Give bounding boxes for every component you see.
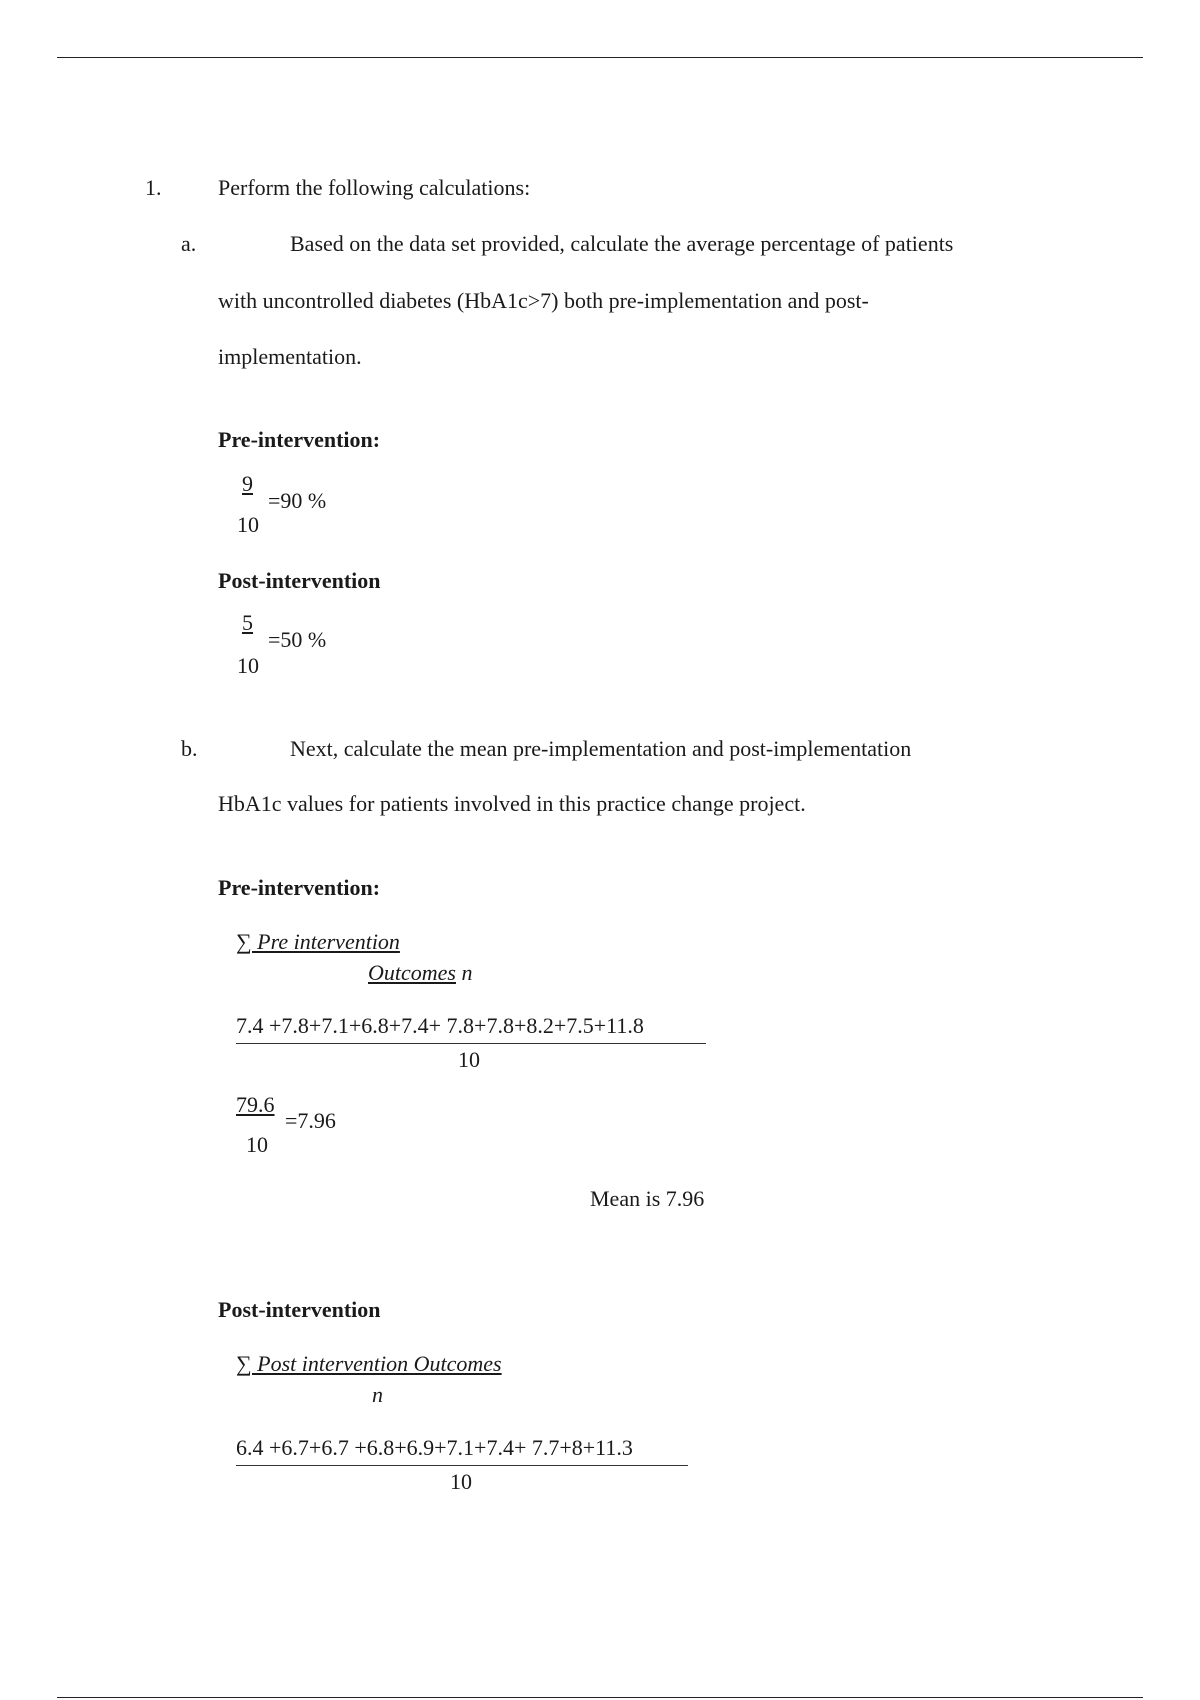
part-a-pre-result: =90 % <box>268 488 327 513</box>
part-b-post-fraction-line <box>236 1465 688 1466</box>
part-b-pre-sum-numerator: 7.4 +7.8+7.1+6.8+7.4+ 7.8+7.8+8.2+7.5+11.8 <box>236 1013 644 1038</box>
part-b-pre-formula-bottom <box>368 960 472 986</box>
part-a-post-denominator: 10 <box>237 653 259 678</box>
item-number: 1. <box>145 175 162 200</box>
part-a-post-heading: Post-intervention <box>218 568 381 593</box>
part-b-pre-total-result: =7.96 <box>285 1108 336 1133</box>
part-b-line-2: HbA1c values for patients involved in this practice change project. <box>218 791 806 816</box>
part-a-post-numerator: 5 <box>242 610 253 635</box>
part-b-pre-total-numerator: 79.6 <box>236 1092 275 1117</box>
part-b-pre-formula-n: n <box>455 960 473 985</box>
part-a-pre-heading: Pre-intervention: <box>218 427 381 452</box>
part-b-post-sum-denominator: 10 <box>450 1469 472 1494</box>
part-b-pre-formula-top: ∑ Pre intervention <box>236 929 400 954</box>
part-b-pre-sum-denominator: 10 <box>458 1047 480 1072</box>
part-b-letter: b. <box>181 736 198 761</box>
part-a-pre-denominator: 10 <box>237 512 259 537</box>
part-b-pre-total-denominator: 10 <box>246 1132 268 1157</box>
footer-rule <box>57 1697 1143 1698</box>
part-b-pre-fraction-line <box>236 1043 706 1044</box>
part-b-pre-heading: Pre-intervention: <box>218 875 381 900</box>
part-b-line-1: Next, calculate the mean pre-implementation and post-implementation <box>290 736 912 761</box>
part-b-post-sum-numerator: 6.4 +6.7+6.7 +6.8+6.9+7.1+7.4+ 7.7+8+11.3 <box>236 1435 633 1460</box>
part-b-post-formula-top: ∑ Post intervention Outcomes <box>236 1351 502 1376</box>
part-a-line-3: implementation. <box>218 344 362 369</box>
part-b-post-formula-n: n <box>372 1382 383 1407</box>
part-a-line-2: with uncontrolled diabetes (HbA1c>7) both pre-implementation and post- <box>218 288 869 313</box>
part-b-pre-mean: Mean is 7.96 <box>590 1186 705 1211</box>
part-a-line-1: Based on the data set provided, calculate the average percentage of patients <box>290 231 954 256</box>
part-a-pre-numerator: 9 <box>242 471 253 496</box>
part-a-post-result: =50 % <box>268 627 327 652</box>
part-b-pre-formula-outcomes: Outcomes <box>368 960 456 985</box>
item-text: Perform the following calculations: <box>218 175 531 200</box>
part-b-post-heading: Post-intervention <box>218 1297 381 1322</box>
part-a-letter: a. <box>181 231 197 256</box>
header-rule <box>57 57 1143 58</box>
